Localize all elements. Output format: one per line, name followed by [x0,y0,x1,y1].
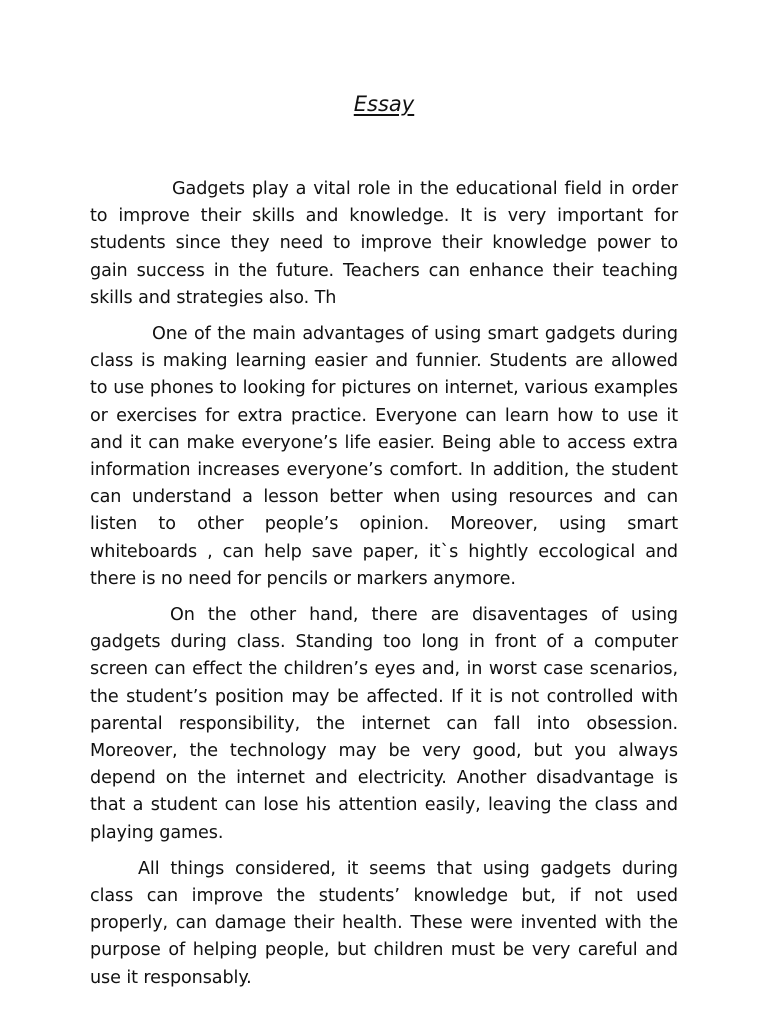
document-page [90,0,678,1024]
paragraph-disadvantages: On the other hand, there are disaventages of using gadgets during class. Standing too long in front of a computer screen can effect the children’s eyes and, in worst case scenarios, the student’s position may be affected. If it is not controlled with parental responsibility, the internet can fall into obsession. Moreover, the technology may be very good, but you always depend on the internet and electricity. Another disadvantage is that a student can lose his attention easily, leaving the class and playing games. [90,605,678,843]
paragraph-advantages: One of the main advantages of using smart gadgets during class is making learning easier and funnier. Students are allowed to use phones to looking for pictures on internet, various examples or exercises for extra practice. Everyone can learn how to use it and it can make everyone’s life easier. Being able to access extra information increases everyone’s comfort. In addition, the student can understand a lesson better when using resources and can listen to other people’s opinion. Moreover, using smart whiteboards , can help save paper, it`s hightly eccological and there is no need for pencils or markers anymore. [90,324,678,589]
page-title: Essay [353,92,415,116]
paragraph-conclusion: All things considered, it seems that using gadgets during class can improve the students’ knowledge but, if not used properly, can damage their health. These were invented with the purpose of helping people, but children must be very careful and use it responsably. [90,858,678,988]
paragraph-introduction: Gadgets play a vital role in the educational field in order to improve their skills and knowledge. It is very important for students since they need to improve their knowledge power to gain success in the future. Teachers can enhance their teaching skills and strategies also. Th [90,179,678,308]
essay-body [90,176,678,1001]
